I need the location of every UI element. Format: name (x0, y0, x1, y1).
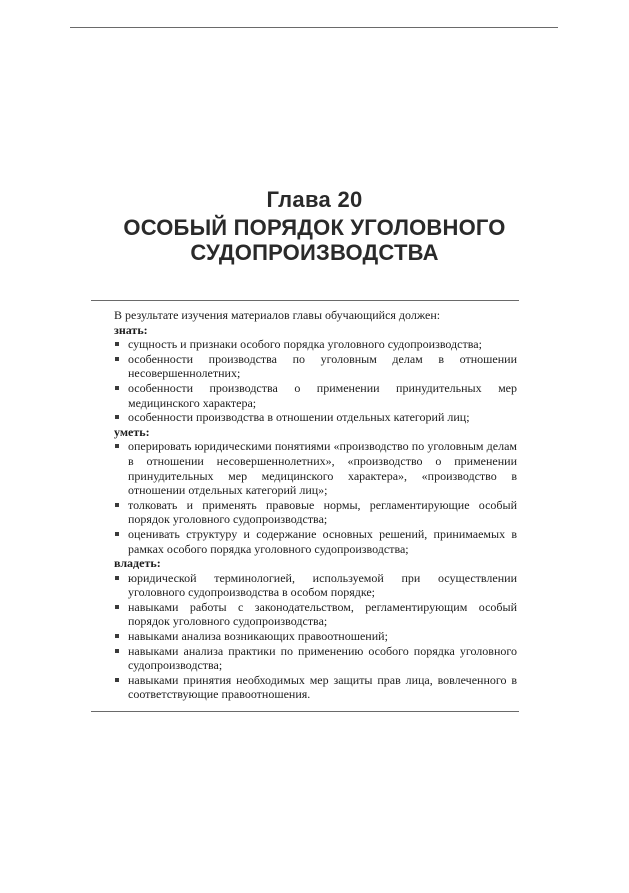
bullet-icon (115, 532, 119, 536)
list-item: сущность и признаки особого порядка уголовного судопроизводства; (114, 337, 519, 352)
chapter-heading (0, 187, 629, 265)
chapter-title-line-2: СУДОПРОИЗВОДСТВА (190, 240, 439, 265)
bullet-icon (115, 386, 119, 390)
know-label: знать: (114, 322, 148, 337)
bullet-icon (115, 444, 119, 448)
outcomes-body (91, 301, 519, 707)
bullet-icon (115, 576, 119, 580)
outcomes-bottom-rule (91, 711, 519, 712)
bullet-icon (115, 678, 119, 682)
list-item: навыками принятия необходимых мер защиты прав лица, вовлеченного в соответствующие правоотношения. (114, 673, 519, 702)
bullet-icon (115, 649, 119, 653)
list-item: особенности производства в отношении отдельных категорий лиц; (114, 410, 519, 425)
list-item: навыками работы с законодательством, регламентирующим особый порядок уголовного судопроизводства; (114, 600, 519, 629)
chapter-title-line-1: ОСОБЫЙ ПОРЯДОК УГОЛОВНОГО (123, 215, 506, 240)
bullet-icon (115, 605, 119, 609)
master-list (114, 571, 519, 702)
list-item: толковать и применять правовые нормы, регламентирующие особый порядок уголовного судопроизводства; (114, 498, 519, 527)
bullet-icon (115, 503, 119, 507)
list-item: навыками анализа возникающих правоотношений; (114, 629, 519, 644)
list-item: оперировать юридическими понятиями «производство по уголовным делам в отношении несовершеннолетних», «производство о применении принудительных мер медицинского характера», «производство в отношении отдельных категорий лиц»; (114, 439, 519, 497)
list-item: юридической терминологией, используемой при осуществлении уголовного судопроизводства в особом порядке; (114, 571, 519, 600)
list-item: особенности производства о применении принудительных мер медицинского характера; (114, 381, 519, 410)
master-label: владеть: (114, 556, 161, 571)
chapter-number: Глава 20 (266, 187, 363, 212)
bullet-icon (115, 357, 119, 361)
list-item: навыками анализа практики по применению особого порядка уголовного судопроизводства; (114, 644, 519, 673)
know-list (114, 337, 519, 425)
bullet-icon (115, 342, 119, 346)
chapter-title (0, 215, 629, 265)
top-rule (70, 27, 558, 28)
able-label: уметь: (114, 424, 150, 439)
list-item: особенности производства по уголовным делам в отношении несовершеннолетних; (114, 352, 519, 381)
learning-outcomes-box (91, 300, 519, 712)
bullet-icon (115, 415, 119, 419)
list-item: оценивать структуру и содержание основных решений, принимаемых в рамках особого порядка уголовного судопроизводства; (114, 527, 519, 556)
bullet-icon (115, 634, 119, 638)
able-list (114, 439, 519, 556)
outcomes-intro: В результате изучения материалов главы обучающийся должен: (114, 308, 441, 322)
